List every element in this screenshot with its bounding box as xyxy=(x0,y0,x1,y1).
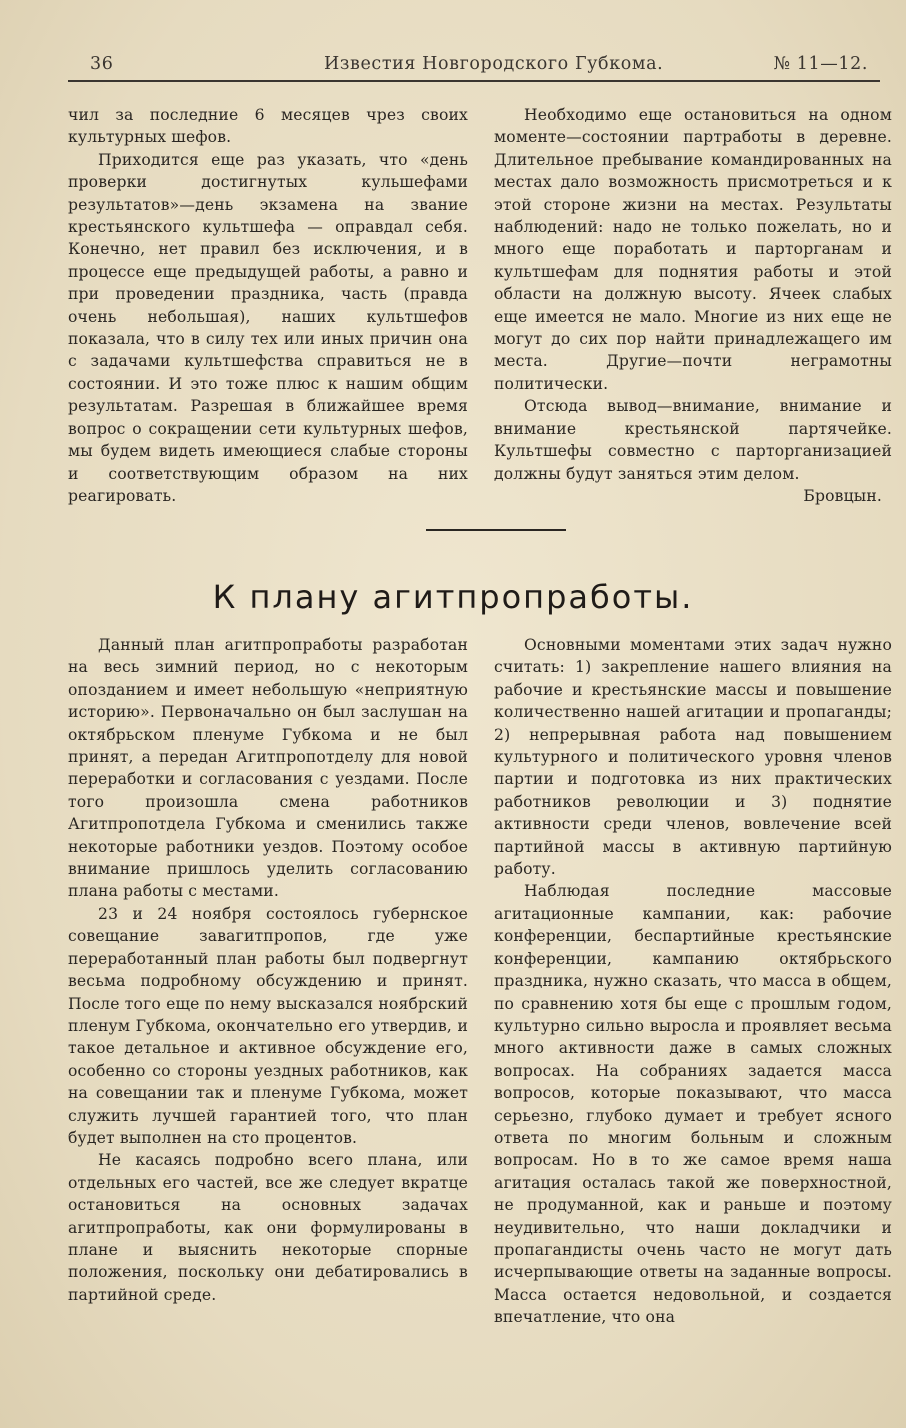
article-title: К плану агитпропработы. xyxy=(212,578,694,616)
header-rule xyxy=(68,80,880,82)
issue-number: № 11—12. xyxy=(773,54,868,74)
section1-left-column xyxy=(68,104,468,507)
section1-right-column xyxy=(494,104,892,507)
journal-title: Известия Новгородского Губкома. xyxy=(324,54,664,74)
page-header xyxy=(68,54,872,80)
article-right-column xyxy=(494,634,892,1329)
paragraph: Необходимо еще остановиться на одном моменте—состоянии партработы в деревне. Длительное пребывание командированных на местах дало возможность присмотреться и к этой стороне жизни на местах. Результаты наблюдений: надо не только пожелать, но и много еще поработать и парторганам и культшефам для поднятия работы и этой области на должную высоту. Ячеек слабых еще имеется не мало. Многие из них еще не могут до сих пор найти принадлежащего им места. Другие—почти неграмотны политически. xyxy=(494,106,892,393)
paragraph: Наблюдая последние массовые агитационные кампании, как: рабочие конференции, беспартийные крестьянские конференции, кампанию октябрьского праздника, нужно сказать, что масса в общем, по сравнению хотя бы еще с прошлым годом, культурно сильно выросла и проявляет весьма много активности даже в самых сложных вопросах. На собраниях задается масса вопросов, которые показывают, что масса серьезно, глубоко думает и требует ясного ответа по многим больным и сложным вопросам. Но в то же самое время наша агитация осталась такой же поверхностной, не продуманной, как и раньше и поэтому неудивительно, что наши докладчики и пропагандисты очень часто не могут дать исчерпывающие ответы на заданные вопросы. Масса остается недовольной, и создается впечатление, что она xyxy=(494,882,892,1327)
paragraph: 23 и 24 ноября состоялось губернское совещание завагитпропов, где уже переработанный план работы был подвергнут весьма подробному обсуждению и принят. После того еще по нему высказался ноябрский пленум Губкома, окончательно его утвердив, и такое детальное и активное обсуждение его, особенно со стороны уездных работников, как на совещании так и пленуме Губкома, может служить лучшей гарантией того, что план будет выполнен на сто процентов. xyxy=(68,904,468,1147)
author-signature: Бровцын. xyxy=(803,486,882,505)
article-left-column xyxy=(68,634,468,1306)
paragraph: Отсюда вывод—внимание, внимание и внимание крестьянской партячейке. Культшефы совместно с парторганизацией должны будут заняться этим делом. xyxy=(494,397,892,483)
page-number: 36 xyxy=(90,54,114,74)
paragraph: Данный план агитпропработы разработан на весь зимний период, но с некоторым опозданием и имеет небольшую «неприятную историю». Первоначально он был заслушан на октябрьском пленуме Губкома и не был принят, а передан Агитпропотделу для новой переработки и согласования с уездами. После того произошла смена работников Агитпропотдела Губкома и сменились также некоторые работники уездов. Поэтому особое внимание пришлось уделить согласованию плана работы с местами. xyxy=(68,636,468,901)
paragraph: Основными моментами этих задач нужно считать: 1) закрепление нашего влияния на рабочие и крестьянские массы и повышение количественно нашей агитации и пропаганды; 2) непрерывная работа над повышением культурного и политического уровня членов партии и подготовка из них практических работников революции и 3) поднятие активности среди членов, вовлечение всей партийной массы в активную партийную работу. xyxy=(494,636,892,879)
paragraph: Не касаясь подробно всего плана, или отдельных его частей, все же следует вкратце остановиться на основных задачах агитпропработы, как они формулированы в плане и выяснить некоторые спорные положения, поскольку они дебатировались в партийной среде. xyxy=(68,1151,468,1304)
paragraph: чил за последние 6 месяцев чрез своих культурных шефов. xyxy=(68,106,468,147)
section-divider xyxy=(426,529,566,531)
paragraph: Приходится еще раз указать, что «день проверки достигнутых кульшефами результатов»—день экзамена на звание крестьянского культшефа — оправдал себя. Конечно, нет правил без исключения, и в процессе еще предыдущей работы, а равно и при проведении праздника, часть (правда очень небольшая), наших культшефов показала, что в силу тех или иных причин она с задачами культшефства справиться не в состоянии. И это тоже плюс к нашим общим результатам. Разрешая в ближайшее время вопрос о сокращении сети культурных шефов, мы будем видеть имеющиеся слабые стороны и соответствующим образом на них реагировать. xyxy=(68,150,468,505)
